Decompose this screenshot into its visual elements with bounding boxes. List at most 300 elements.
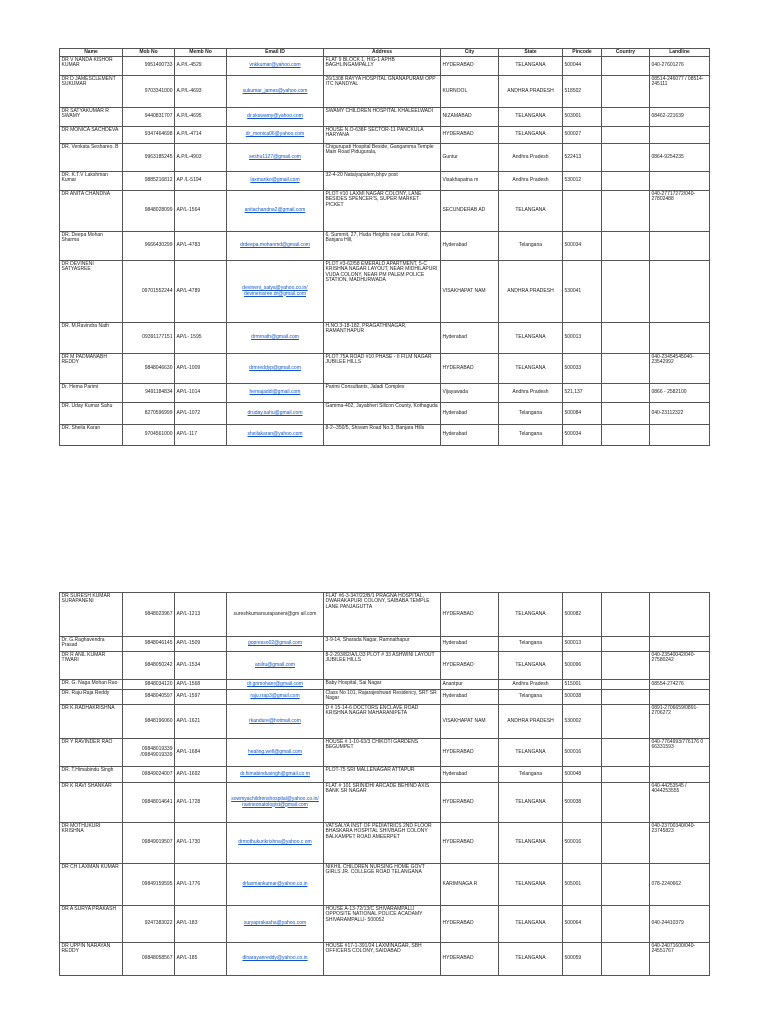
- cell-membership-no: A.P/L-4529: [175, 57, 227, 76]
- table-row: [60, 767, 710, 783]
- cell-country: [602, 108, 650, 127]
- cell-name: DR D JAMESCLEMENT SUKUMAR: [60, 76, 123, 108]
- cell-state: ANDHRA PRADESH: [499, 261, 563, 323]
- cell-address: H.NO.3-18-182, PRAGATHINAGAR, RAMANTHAPUR: [324, 323, 441, 354]
- cell-state: Andhra Pradesh: [499, 384, 563, 403]
- cell-address: 8-2--350/5, Shivam Road No.3, Banjara Hills: [324, 425, 441, 446]
- cell-landline: 08514-246077 / 08514-245111: [650, 76, 710, 108]
- cell-email[interactable]: dr.himabindusingh@gmail.co m: [227, 767, 324, 783]
- cell-country: [602, 739, 650, 767]
- header-country: Country: [602, 49, 650, 57]
- cell-mobile: 9885216812: [123, 172, 175, 191]
- cell-country: [602, 232, 650, 261]
- cell-country: [602, 261, 650, 323]
- cell-name: DR MOTHUKURI KRISHNA: [60, 823, 123, 864]
- cell-mobile: 09848058567: [123, 943, 175, 976]
- cell-country: [602, 384, 650, 403]
- cell-pincode: 518502: [563, 76, 602, 108]
- cell-landline: [650, 593, 710, 637]
- cell-address: 6, Summit, 27, Huda Heights near Lotus Pond, Banjara Hill,: [324, 232, 441, 261]
- cell-address: SWAMY CHILDREN HOSPITAL KHALEELWADI: [324, 108, 441, 127]
- cell-mobile: 9963185245: [123, 144, 175, 172]
- cell-state: Andhra Pradesh: [499, 172, 563, 191]
- cell-mobile: 09701552244: [123, 261, 175, 323]
- table-row: [60, 323, 710, 354]
- cell-name: DR. G. Naga Mohan Rao: [60, 680, 123, 690]
- cell-name: DR M PADMANABH REDDY: [60, 354, 123, 384]
- cell-pincode: 500033: [563, 354, 602, 384]
- table-row: [60, 384, 710, 403]
- cell-pincode: 500064: [563, 906, 602, 943]
- table-row: [60, 172, 710, 191]
- cell-name: DR SATYAKUMAR R SWAMY: [60, 108, 123, 127]
- cell-pincode: 500096: [563, 652, 602, 680]
- cell-name: DR K.RADHAKRISHNA: [60, 705, 123, 739]
- cell-address: Baby Hospital, Sai Nagar: [324, 680, 441, 690]
- cell-pincode: 500038: [563, 783, 602, 823]
- cell-name: DR UPPIN NARAYAN REDDY: [60, 943, 123, 976]
- cell-state: Telangana: [499, 637, 563, 652]
- table-row: [60, 906, 710, 943]
- cell-state: Telangana: [499, 690, 563, 705]
- cell-email[interactable]: dlnarayanreddy@yahoo.co.in: [227, 943, 324, 976]
- cell-pincode: 500013: [563, 637, 602, 652]
- table-body: [60, 593, 710, 976]
- table-row: [60, 57, 710, 76]
- table-row: [60, 690, 710, 705]
- cell-state: Andhra Pradesh: [499, 680, 563, 690]
- cell-membership-no: A.P/L-4693: [175, 76, 227, 108]
- cell-pincode: 503001: [563, 108, 602, 127]
- cell-mobile: 9848028099: [123, 191, 175, 232]
- cell-address: D # 15-14-6 DOCTORS ENCLAVE ROAD KRISHNA NAGAR MAHARANIPETA: [324, 705, 441, 739]
- header-city: City: [441, 49, 499, 57]
- cell-membership-no: AP/L-1568: [175, 680, 227, 690]
- cell-country: [602, 144, 650, 172]
- cell-country: [602, 705, 650, 739]
- table-row: [60, 864, 710, 906]
- cell-address: FLAT # 101 SRINIDHI ARCADE BEHIND AXIS BANK SR NAGAR: [324, 783, 441, 823]
- cell-address: 26/1308 RAYYA HOSPITAL GNANAPURAM OPP ITC NANDYAL: [324, 76, 441, 108]
- cell-pincode: 500034: [563, 425, 602, 446]
- cell-membership-no: AP/L-1597: [175, 690, 227, 705]
- cell-mobile: 8270596999: [123, 403, 175, 425]
- cell-membership-no: AP /L-5194: [175, 172, 227, 191]
- cell-email[interactable]: devineni_satya@yahoo.co.in/ devinenisree.dr@gmail.com: [227, 261, 324, 323]
- cell-landline: 040-27717272/040-27802488: [650, 191, 710, 232]
- cell-country: [602, 127, 650, 144]
- cell-pincode: 500048: [563, 767, 602, 783]
- cell-country: [602, 637, 650, 652]
- cell-city: Hyderabad: [441, 637, 499, 652]
- table-row: [60, 191, 710, 232]
- table-row: [60, 403, 710, 425]
- cell-membership-no: AP/L-1728: [175, 783, 227, 823]
- cell-landline: [650, 637, 710, 652]
- cell-pincode: 500059: [563, 943, 602, 976]
- cell-email[interactable]: dr_monica06@yahoo.com: [227, 127, 324, 144]
- cell-mobile: 09849024007: [123, 767, 175, 783]
- cell-country: [602, 906, 650, 943]
- cell-email[interactable]: drlaxmankumar@yahoo.co.in: [227, 864, 324, 906]
- cell-pincode: 530002: [563, 705, 602, 739]
- cell-landline: 08462-221639: [650, 108, 710, 127]
- cell-pincode: 530012: [563, 172, 602, 191]
- cell-address: HOUSE #17-1-391/24 LAXMINAGAR, SBH OFFICERS COLONY, SAIDABAD: [324, 943, 441, 976]
- cell-landline: 040-23112322: [650, 403, 710, 425]
- cell-city: HYDERABAD: [441, 57, 499, 76]
- members-table-top: [59, 48, 710, 446]
- table-row: [60, 705, 710, 739]
- cell-mobile: 9440831707: [123, 108, 175, 127]
- table-row: [60, 127, 710, 144]
- cell-country: [602, 823, 650, 864]
- cell-mobile: 9848040597: [123, 690, 175, 705]
- cell-pincode: 500013: [563, 323, 602, 354]
- header-state: State: [499, 49, 563, 57]
- cell-name: DR R ANIL KUMAR TIWARI: [60, 652, 123, 680]
- cell-address: 8-2-293/82/A/L/33 PLOT # 33 ASHWINI LAYOUT JUBILEE HILLS: [324, 652, 441, 680]
- cell-country: [602, 943, 650, 976]
- cell-pincode: 500084: [563, 403, 602, 425]
- cell-country: [602, 783, 650, 823]
- cell-country: [602, 172, 650, 191]
- cell-country: [602, 690, 650, 705]
- cell-city: Guntur: [441, 144, 499, 172]
- cell-membership-no: AP/L-4783: [175, 232, 227, 261]
- cell-country: [602, 680, 650, 690]
- cell-email[interactable]: dr.gnmohanr@gmail.com: [227, 680, 324, 690]
- cell-landline: 040-7764993/776176 0 66331593: [650, 739, 710, 767]
- cell-landline: 078-2240662: [650, 864, 710, 906]
- cell-city: Hyderabad: [441, 323, 499, 354]
- cell-country: [602, 864, 650, 906]
- cell-membership-no: A.P/L-4903: [175, 144, 227, 172]
- cell-name: DR ANITA CHANDNA: [60, 191, 123, 232]
- table-row: [60, 739, 710, 767]
- cell-state: Telangana: [499, 425, 563, 446]
- cell-landline: 040-23700340/040-23745823: [650, 823, 710, 864]
- table-body: [60, 57, 710, 446]
- cell-email[interactable]: dr.skswamy@yahoo.com: [227, 108, 324, 127]
- cell-city: HYDERABAD: [441, 354, 499, 384]
- cell-city: Visakhapatna m: [441, 172, 499, 191]
- table-row: [60, 425, 710, 446]
- cell-membership-no: A.P/L-4695: [175, 108, 227, 127]
- cell-address: 3-9-14, Sharada Nagar, Ramnathapur: [324, 637, 441, 652]
- cell-address: PLOT 75A ROAD #10 PHASE - II FILM NAGAR JUBILEE HILLS: [324, 354, 441, 384]
- cell-mobile: 09848014641: [123, 783, 175, 823]
- cell-mobile: 9666430299: [123, 232, 175, 261]
- cell-country: [602, 403, 650, 425]
- cell-city: Hyderabad: [441, 690, 499, 705]
- cell-name: DR. M.Ravindra Nath: [60, 323, 123, 354]
- cell-landline: [650, 232, 710, 261]
- cell-city: HYDERABAD: [441, 906, 499, 943]
- cell-state: TELANGANA: [499, 739, 563, 767]
- cell-pincode: 505001: [563, 864, 602, 906]
- cell-email[interactable]: sureshkumarsurapaneni@gm ail.com: [227, 593, 324, 637]
- table-row: [60, 652, 710, 680]
- cell-state: TELANGANA: [499, 323, 563, 354]
- cell-city: VISAKHAPAT NAM: [441, 261, 499, 323]
- cell-pincode: 530041: [563, 261, 602, 323]
- cell-country: [602, 425, 650, 446]
- header-email: Email ID: [227, 49, 324, 57]
- cell-country: [602, 593, 650, 637]
- cell-membership-no: AP/L-1621: [175, 705, 227, 739]
- cell-membership-no: AP/L-1684: [175, 739, 227, 767]
- cell-membership-no: AP/L-1692: [175, 767, 227, 783]
- cell-address: HOUSE # 1-10-63/3 CHIKOTI GARDENS BEGUMPET: [324, 739, 441, 767]
- cell-membership-no: AP/L- 1595: [175, 323, 227, 354]
- cell-state: Telangana: [499, 232, 563, 261]
- cell-mobile: 9848023967: [123, 593, 175, 637]
- cell-email[interactable]: anitachandna2@gmail.com: [227, 191, 324, 232]
- cell-landline: [650, 261, 710, 323]
- cell-pincode: 500016: [563, 823, 602, 864]
- cell-city: HYDERABAD: [441, 652, 499, 680]
- cell-email[interactable]: anilru@gmail.com: [227, 652, 324, 680]
- cell-email[interactable]: drmothukurikrishna@yahoo.c om: [227, 823, 324, 864]
- cell-address: FLAT 9 BLOCK 1, HIG-1 APHB BAGHLINGAMPALLY: [324, 57, 441, 76]
- cell-email[interactable]: hemajaddi@gmail.com: [227, 384, 324, 403]
- cell-state: TELANGANA: [499, 191, 563, 232]
- cell-address: FLAT #6-3-347/22/B/1 PRAGNA HOSPITAL, DWARAKAPURI COLONY, SAIBABA TEMPLE LANE PANJAGUTTA: [324, 593, 441, 637]
- cell-email[interactable]: vnkkumar@yahoo.com: [227, 57, 324, 76]
- cell-name: Dr. Hema Parimi: [60, 384, 123, 403]
- cell-state: TELANGANA: [499, 864, 563, 906]
- cell-landline: [650, 172, 710, 191]
- cell-state: TELANGANA: [499, 57, 563, 76]
- cell-mobile: 09849019507: [123, 823, 175, 864]
- cell-membership-no: AP/L-1014: [175, 384, 227, 403]
- cell-address: HOUSE N.O-638F SECTOR-11 PANCKULA HARYANA: [324, 127, 441, 144]
- cell-mobile: 9491184834: [123, 384, 175, 403]
- cell-membership-no: A.P/L-4714: [175, 127, 227, 144]
- cell-email[interactable]: sukumar_james@yahoo.com: [227, 76, 324, 108]
- cell-state: ANDHRA PRADESH: [499, 76, 563, 108]
- cell-landline: [650, 767, 710, 783]
- cell-name: DR CH LAXMAN KUMAR: [60, 864, 123, 906]
- cell-pincode: 500044: [563, 57, 602, 76]
- cell-city: Hyderabad: [441, 232, 499, 261]
- cell-state: TELANGANA: [499, 652, 563, 680]
- cell-city: HYDERABAD: [441, 127, 499, 144]
- cell-name: DR. K.T.V Lakshman Kumar: [60, 172, 123, 191]
- cell-city: NIZAMABAD: [441, 108, 499, 127]
- cell-name: Dr. G.Raghavendra Prasad: [60, 637, 123, 652]
- table-row: [60, 680, 710, 690]
- cell-address: 32-4-20 Nataiyapalem,bhpv post: [324, 172, 441, 191]
- cell-city: HYDERABAD: [441, 593, 499, 637]
- cell-state: TELANGANA: [499, 906, 563, 943]
- cell-city: SECUNDERAB AD: [441, 191, 499, 232]
- header-pincode: Pincode: [563, 49, 602, 57]
- cell-membership-no: AP/L-117: [175, 425, 227, 446]
- cell-name: DR Y RAVINDER RAO: [60, 739, 123, 767]
- cell-state: TELANGANA: [499, 823, 563, 864]
- cell-email[interactable]: raju.rrap3@gmail.com: [227, 690, 324, 705]
- cell-mobile: 09849159595: [123, 864, 175, 906]
- cell-country: [602, 76, 650, 108]
- cell-state: Telangana: [499, 767, 563, 783]
- cell-city: KURNOOL: [441, 76, 499, 108]
- cell-pincode: 500038: [563, 690, 602, 705]
- header-name: Name: [60, 49, 123, 57]
- cell-landline: 08554-274276: [650, 680, 710, 690]
- cell-state: TELANGANA: [499, 108, 563, 127]
- cell-email[interactable]: drmrnath@gmail.com: [227, 323, 324, 354]
- cell-name: DR. Venkata Seshareo. B: [60, 144, 123, 172]
- cell-city: Vijayawada: [441, 384, 499, 403]
- cell-country: [602, 767, 650, 783]
- cell-country: [602, 323, 650, 354]
- table-row: [60, 783, 710, 823]
- cell-email[interactable]: suryaprakasha@yahoo.com: [227, 906, 324, 943]
- cell-address: Gamma-402, Jayabheri Silicon County, Kothaguda: [324, 403, 441, 425]
- cell-address: PLOT #10 LAXMI NAGAR COLONY, LANE BESIDES SPENCER'S, SUPER MARKET PICKET: [324, 191, 441, 232]
- table-row: [60, 232, 710, 261]
- cell-city: KARIMNAGA R: [441, 864, 499, 906]
- cell-membership-no: AP/L-1776: [175, 864, 227, 906]
- cell-pincode: 500027: [563, 127, 602, 144]
- members-table-bottom: [59, 592, 710, 976]
- cell-name: DR A SURYA PRAKASH: [60, 906, 123, 943]
- cell-state: TELANGANA: [499, 127, 563, 144]
- cell-pincode: 522413: [563, 144, 602, 172]
- cell-address: Class No 101, Rajarajeshwari Residency, SRT SR Nagar: [324, 690, 441, 705]
- cell-pincode: [563, 191, 602, 232]
- cell-name: DR SURESH KUMAR SURAPANENI: [60, 593, 123, 637]
- cell-landline: [650, 323, 710, 354]
- table-row: [60, 943, 710, 976]
- cell-mobile: 9848034120: [123, 680, 175, 690]
- cell-address: PLOT #3-62/58 EMERALD APARTMENT, 5-C KRISHNA NAGAR LAYOUT, NEAR MIDHILAPURI VUDA COLONY, NEAR PM PALEM POLICE STATION, MADHURWADA: [324, 261, 441, 323]
- cell-email[interactable]: sowmyachildrenshospital@yahoo.co.in/ ravineonatologist@gmail.com: [227, 783, 324, 823]
- cell-name: DR. Sheila Karan: [60, 425, 123, 446]
- cell-email[interactable]: drmreddyp@gmail.com: [227, 354, 324, 384]
- cell-mobile: 9703341000: [123, 76, 175, 108]
- cell-email[interactable]: laxmanko@gmail.com: [227, 172, 324, 191]
- cell-landline: 0891-2706659/0891-2706272: [650, 705, 710, 739]
- table-row: [60, 144, 710, 172]
- header-membership-no: Memb No: [175, 49, 227, 57]
- table-row: [60, 108, 710, 127]
- cell-mobile: 09391177151: [123, 323, 175, 354]
- cell-pincode: 515001: [563, 680, 602, 690]
- cell-email[interactable]: gopresso02@gmail.com: [227, 637, 324, 652]
- cell-city: HYDERABAD: [441, 739, 499, 767]
- cell-country: [602, 57, 650, 76]
- cell-city: HYDERABAD: [441, 823, 499, 864]
- cell-landline: 040-23454545040-23542992: [650, 354, 710, 384]
- cell-city: Hyderabad: [441, 403, 499, 425]
- cell-address: PLOT-75 SRI MALLENAGAR ATTAPUR: [324, 767, 441, 783]
- cell-city: HYDERABAD: [441, 783, 499, 823]
- cell-address: NIKHIL CHILDREN NURSING HOME GOVT GIRLS JR. COLLEGE ROAD TELANGANA: [324, 864, 441, 906]
- cell-membership-no: AP/L-1564: [175, 191, 227, 232]
- cell-landline: 040-23540042/040-27580242: [650, 652, 710, 680]
- cell-landline: 0864-9254235: [650, 144, 710, 172]
- table-row: [60, 637, 710, 652]
- cell-address: HOUSE A-13-72/13/C SHIVARAMPALLI OPPOSITE NATIONAL POLICE ACADAMY SHIVARAMPALLI- 500052: [324, 906, 441, 943]
- cell-city: Hyderabad: [441, 425, 499, 446]
- cell-mobile: 9848196060: [123, 705, 175, 739]
- table-row: [60, 823, 710, 864]
- cell-pincode: 500016: [563, 739, 602, 767]
- cell-mobile: 9848046145: [123, 637, 175, 652]
- cell-city: VISAKHAPAT NAM: [441, 705, 499, 739]
- cell-address: VATSALYA INST OF PEDIATRICS 2ND FLOOR BHASKARA HOSPITAL SHIVBAGH COLONY BALKAMPET ROAD AMEERPET: [324, 823, 441, 864]
- table-row: [60, 76, 710, 108]
- cell-membership-no: AP/L-4789: [175, 261, 227, 323]
- cell-state: ANDHRA PRADESH: [499, 705, 563, 739]
- cell-pincode: 521,137: [563, 384, 602, 403]
- table-row: [60, 261, 710, 323]
- header-address: Address: [324, 49, 441, 57]
- cell-state: Andhra Pradesh: [499, 144, 563, 172]
- cell-country: [602, 354, 650, 384]
- cell-country: [602, 652, 650, 680]
- cell-landline: [650, 690, 710, 705]
- cell-pincode: 500082: [563, 593, 602, 637]
- cell-mobile: 9347464698: [123, 127, 175, 144]
- cell-city: Hyderabad: [441, 767, 499, 783]
- cell-email[interactable]: druday.sahu@gmail.com: [227, 403, 324, 425]
- cell-mobile: 9951400733: [123, 57, 175, 76]
- cell-membership-no: AP/L-1072: [175, 403, 227, 425]
- cell-landline: 040-44253545 / 4044253555: [650, 783, 710, 823]
- table-row: [60, 593, 710, 637]
- cell-landline: 040-24410379: [650, 906, 710, 943]
- cell-email[interactable]: rkandure@hotmail.com: [227, 705, 324, 739]
- cell-state: Telangana: [499, 403, 563, 425]
- cell-landline: 040-27601276: [650, 57, 710, 76]
- cell-mobile: 9704561000: [123, 425, 175, 446]
- cell-membership-no: AP/L-1730: [175, 823, 227, 864]
- cell-membership-no: AP/L-1534: [175, 652, 227, 680]
- cell-address: Parimi Consultants, Jaladi Complex: [324, 384, 441, 403]
- cell-landline: 040-24071600/040-24551767: [650, 943, 710, 976]
- cell-city: HYDERABAD: [441, 943, 499, 976]
- cell-membership-no: AP/L-1009: [175, 354, 227, 384]
- cell-mobile: 9848050242: [123, 652, 175, 680]
- cell-state: TELANGANA: [499, 783, 563, 823]
- cell-state: TELANGANA: [499, 593, 563, 637]
- cell-email[interactable]: seshu1127@gmail.com: [227, 144, 324, 172]
- cell-email[interactable]: drdeepa.mohanmd@gmail.com: [227, 232, 324, 261]
- cell-mobile: 9848046630: [123, 354, 175, 384]
- cell-name: DR. Deepa Mohan Sharma: [60, 232, 123, 261]
- cell-name: DR V NANDA KISHOR KUMAR: [60, 57, 123, 76]
- header-landline: Landline: [650, 49, 710, 57]
- cell-email[interactable]: sheilakaran@yahoo.com: [227, 425, 324, 446]
- header-mobile: Mob No: [123, 49, 175, 57]
- cell-state: TELANGANA: [499, 354, 563, 384]
- cell-membership-no: AP/L-185: [175, 943, 227, 976]
- cell-state: TELANGANA: [499, 943, 563, 976]
- cell-name: DR. T.Himabindu Singh: [60, 767, 123, 783]
- cell-email[interactable]: healing.well@gmail.com: [227, 739, 324, 767]
- cell-pincode: 500034: [563, 232, 602, 261]
- cell-mobile: 09848019339 /09849019339: [123, 739, 175, 767]
- cell-membership-no: AP/L-183: [175, 906, 227, 943]
- cell-name: DR K RAVI SHANKAR: [60, 783, 123, 823]
- cell-landline: [650, 425, 710, 446]
- cell-name: DR. Uday Kumar Sahu: [60, 403, 123, 425]
- cell-membership-no: AP/L-1509: [175, 637, 227, 652]
